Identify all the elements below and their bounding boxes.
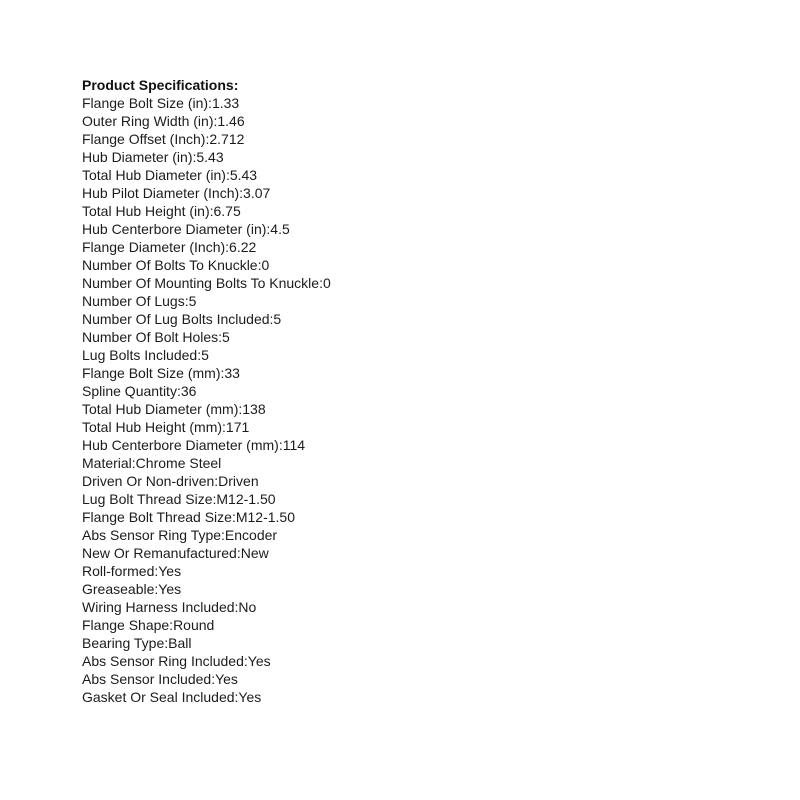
- spec-line: Material:Chrome Steel: [82, 455, 222, 471]
- spec-line: Flange Diameter (Inch):6.22: [82, 239, 257, 255]
- spec-line: Abs Sensor Included:Yes: [82, 671, 238, 687]
- spec-line-list: [82, 94, 331, 706]
- spec-line: Roll-formed:Yes: [82, 563, 182, 579]
- spec-line: Gasket Or Seal Included:Yes: [82, 689, 262, 705]
- spec-line: Hub Pilot Diameter (Inch):3.07: [82, 185, 271, 201]
- spec-line: Flange Offset (Inch):2.712: [82, 131, 245, 147]
- spec-line: Outer Ring Width (in):1.46: [82, 113, 245, 129]
- spec-line: Flange Bolt Size (in):1.33: [82, 95, 240, 111]
- spec-line: Hub Centerbore Diameter (mm):114: [82, 437, 306, 453]
- spec-line: Lug Bolt Thread Size:M12-1.50: [82, 491, 276, 507]
- spec-line: Lug Bolts Included:5: [82, 347, 209, 363]
- spec-line: Hub Centerbore Diameter (in):4.5: [82, 221, 290, 237]
- spec-line: Number Of Lugs:5: [82, 293, 197, 309]
- spec-line: Hub Diameter (in):5.43: [82, 149, 224, 165]
- spec-line: Number Of Lug Bolts Included:5: [82, 311, 282, 327]
- spec-line: Spline Quantity:36: [82, 383, 197, 399]
- spec-line: Flange Shape:Round: [82, 617, 215, 633]
- spec-line: Flange Bolt Thread Size:M12-1.50: [82, 509, 295, 525]
- spec-line: Abs Sensor Ring Included:Yes: [82, 653, 271, 669]
- spec-line: Total Hub Diameter (mm):138: [82, 401, 266, 417]
- spec-line: Driven Or Non-driven:Driven: [82, 473, 259, 489]
- spec-line: Flange Bolt Size (mm):33: [82, 365, 240, 381]
- spec-line: New Or Remanufactured:New: [82, 545, 269, 561]
- spec-line: Number Of Bolt Holes:5: [82, 329, 230, 345]
- spec-line: Abs Sensor Ring Type:Encoder: [82, 527, 278, 543]
- spec-line: Number Of Bolts To Knuckle:0: [82, 257, 270, 273]
- spec-line: Bearing Type:Ball: [82, 635, 192, 651]
- spec-line: Greaseable:Yes: [82, 581, 182, 597]
- spec-line: Wiring Harness Included:No: [82, 599, 257, 615]
- spec-line: Number Of Mounting Bolts To Knuckle:0: [82, 275, 331, 291]
- spec-line: Total Hub Diameter (in):5.43: [82, 167, 258, 183]
- spec-title: Product Specifications:: [82, 77, 239, 93]
- spec-line: Total Hub Height (mm):171: [82, 419, 250, 435]
- spec-line: Total Hub Height (in):6.75: [82, 203, 241, 219]
- spec-block: [82, 76, 331, 706]
